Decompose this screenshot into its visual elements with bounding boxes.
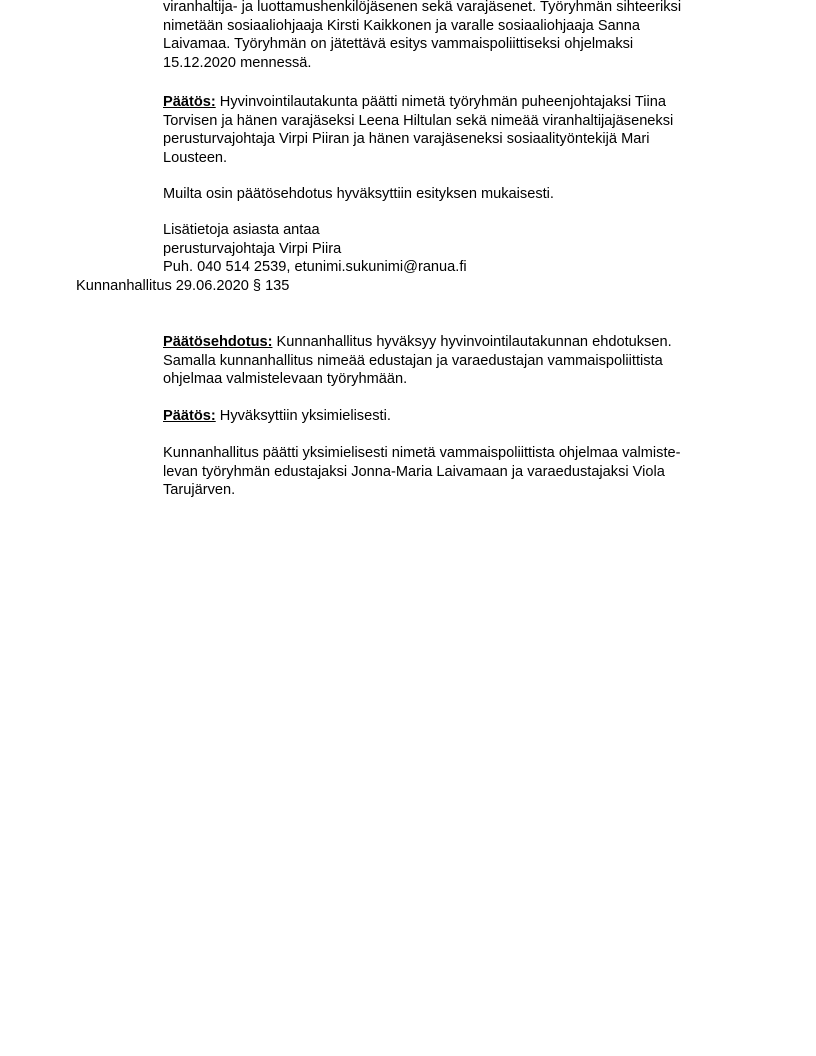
- final-paragraph: [163, 444, 763, 500]
- paragraph-line: nimetään sosiaaliohjaaja Kirsti Kaikkonen ja varalle sosiaaliohjaaja Sanna: [163, 17, 641, 34]
- paragraph-line: Lousteen.: [163, 149, 228, 166]
- proposal-text: Kunnanhallitus hyväksyy hyvinvointilautakunnan ehdotuksen.: [272, 334, 672, 350]
- section-heading: Kunnanhallitus 29.06.2020 § 135: [76, 278, 290, 294]
- paragraph-line: [163, 407, 763, 426]
- proposal-paragraph: [163, 333, 763, 389]
- paragraph-line: ohjelmaa valmistelevaan työryhmään.: [163, 371, 408, 387]
- paragraph-line: Tarujärven.: [163, 482, 236, 498]
- intro-paragraph: [163, 0, 763, 72]
- contact-line: perusturvajohtaja Virpi Piira: [163, 240, 342, 257]
- paragraph-line: levan työryhmän edustajaksi Jonna-Maria Laivamaan ja varaedustajaksi Viola: [163, 463, 665, 480]
- paragraph-line: 15.12.2020 mennessä.: [163, 54, 312, 71]
- decision-paragraph: [163, 93, 763, 167]
- decision-label-2: Päätös:: [163, 408, 216, 424]
- contact-info: [163, 221, 763, 277]
- paragraph-line: viranhaltija- ja luottamushenkilöjäsenen sekä varajäsenet. Työryhmän sihteeriksi: [163, 0, 682, 15]
- paragraph-line: Muilta osin päätösehdotus hyväksyttiin esityksen mukaisesti.: [163, 186, 554, 202]
- contact-line: Puh. 040 514 2539, etunimi.sukunimi@ranua.fi: [163, 259, 467, 275]
- other-decision-paragraph: [163, 185, 763, 204]
- proposal-label: Päätösehdotus:: [163, 334, 273, 350]
- paragraph-line: Laivamaa. Työryhmän on jätettävä esitys vammaispoliittiseksi ohjelmaksi: [163, 36, 634, 52]
- contact-line: Lisätietoja asiasta antaa: [163, 222, 320, 238]
- decision-text: Hyvinvointilautakunta päätti nimetä työryhmän puheenjohtajaksi Tiina: [215, 94, 666, 110]
- paragraph-line: [163, 93, 763, 112]
- paragraph-line: [163, 333, 763, 352]
- decision-text-2: Hyväksyttiin yksimielisesti.: [215, 408, 391, 424]
- paragraph-line: Kunnanhallitus päätti yksimielisesti nimetä vammaispoliittista ohjelmaa valmiste-: [163, 445, 681, 461]
- paragraph-line: Samalla kunnanhallitus nimeää edustajan ja varaedustajan vammaispoliittista: [163, 352, 663, 369]
- paragraph-line: Torvisen ja hänen varajäseksi Leena Hiltulan sekä nimeää viranhaltijajäseneksi: [163, 112, 674, 129]
- paragraph-line: perusturvajohtaja Virpi Piiran ja hänen varajäseneksi sosiaalityöntekijä Mari: [163, 131, 650, 147]
- decision-label: Päätös:: [163, 94, 216, 110]
- decision-paragraph-2: [163, 407, 763, 426]
